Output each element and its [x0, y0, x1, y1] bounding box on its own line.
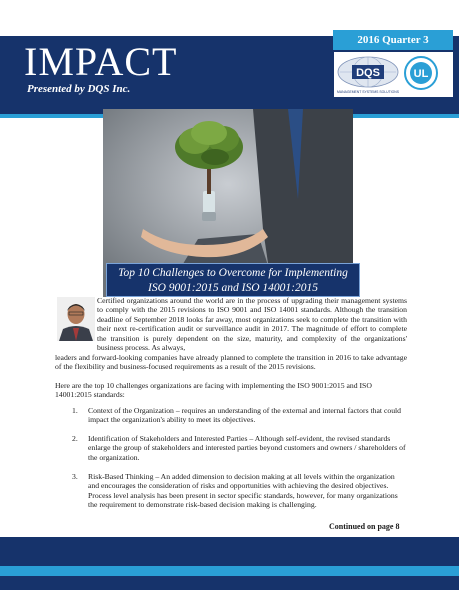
- list-item: Context of the Organization – requires an understanding of the external and internal factors that could impact the organization's ability to meet its objectives.: [88, 406, 402, 425]
- feature-caption-line-1: Top 10 Challenges to Overcome for Implementing: [118, 267, 348, 279]
- list-item-number: 1.: [72, 406, 78, 415]
- feature-caption: [106, 263, 360, 297]
- intro-paragraph: Certified organizations around the world are in the process of upgrading their management systems to comply with the 2015 revisions to ISO 9001 and ISO 14001 standards. Although the transition deadline of September 2018 looks far away, most organizations seek to complete the transition with their next re-certification audit or surveillance audit in 2017. The magnitude of effort to complete the transition is purely dependent on the size, maturity, and complexity of the organizations' business process. As always,: [97, 296, 407, 353]
- footer-band: [0, 537, 459, 566]
- list-item-number: 3.: [72, 472, 78, 481]
- certification-logos: [334, 52, 453, 97]
- footer-base: [0, 576, 459, 590]
- intro-paragraph-continued: leaders and forward-looking companies have already planned to complete the transition in 2016 to take advantage of the flexibility and business-focused requirements as a result of the 2015 revisions.: [55, 353, 407, 372]
- list-lead-in: Here are the top 10 challenges organizations are facing with implementing the ISO 9001:2015 and ISO 14001:2015 standards:: [55, 381, 372, 400]
- list-item: Identification of Stakeholders and Interested Parties – Although self-evident, the revised standards enlarge the group of stakeholders and interested parties beyond customers and owners / shareholders of the organization.: [88, 434, 406, 462]
- masthead-title: IMPACT: [24, 39, 178, 84]
- dqs-logo-subtitle: MANAGEMENT SYSTEMS SOLUTIONS: [337, 90, 399, 94]
- dqs-logo-wordmark: DQS: [356, 67, 380, 79]
- list-item: Risk-Based Thinking – An added dimension to decision making at all levels within the organization and encourages the consideration of risks and opportunities with achieving the desired objectives. Process level analysis has been present in sector specific standards, however, for many organizations the requirement to demonstrate risk-based decision making is challenging.: [88, 472, 398, 510]
- author-portrait: [57, 297, 95, 341]
- issue-badge: 2016 Quarter 3: [333, 30, 453, 50]
- feature-caption-line-2: ISO 9001:2015 and ISO 14001:2015: [148, 282, 318, 294]
- continued-link[interactable]: Continued on page 8: [329, 522, 400, 531]
- ul-logo: [404, 56, 438, 90]
- footer-stripe: [0, 566, 459, 576]
- masthead-tagline: Presented by DQS Inc.: [27, 83, 131, 95]
- list-item-number: 2.: [72, 434, 78, 443]
- ul-logo-wordmark: UL: [413, 68, 429, 80]
